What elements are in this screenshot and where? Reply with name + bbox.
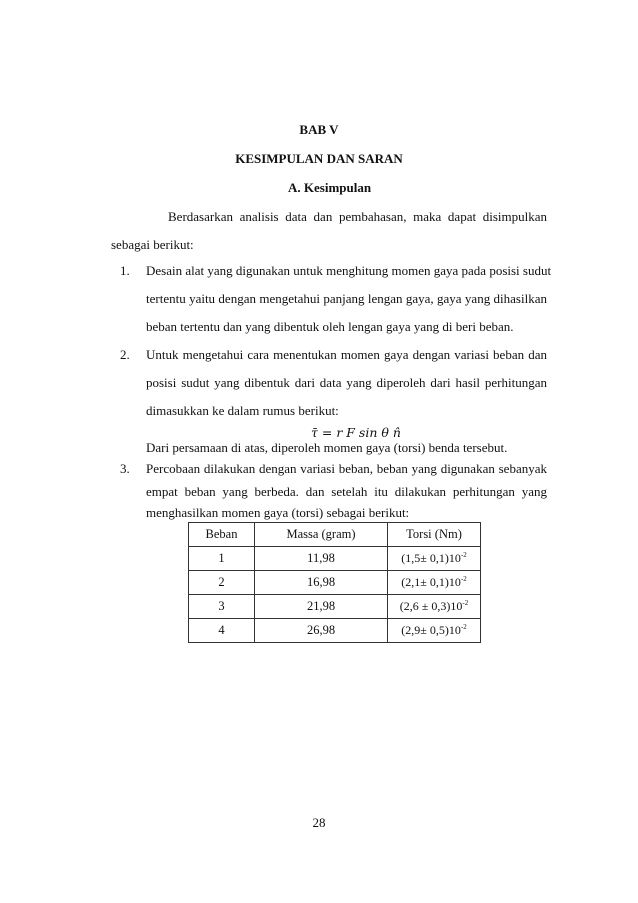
section-heading: A. Kesimpulan (288, 180, 372, 195)
item-2-line-3: dimasukkan ke dalam rumus berikut: (146, 403, 339, 418)
torque-formula: τ̄ = r F sin θ n̂ (311, 425, 401, 440)
table-row (189, 595, 481, 619)
intro-line-2: sebagai berikut: (111, 237, 194, 252)
list-number-3: 3. (120, 461, 130, 476)
cell-massa: 16,98 (255, 571, 388, 595)
cell-beban: 3 (189, 595, 255, 619)
chapter-title: KESIMPULAN DAN SARAN (235, 151, 403, 166)
cell-torsi: $(1,5\pm 0,1)10^{-2}$ (388, 547, 481, 571)
page-number: 28 (312, 815, 326, 830)
item-3-line-3: menghasilkan momen gaya (torsi) sebagai berikut: (146, 505, 410, 520)
item-1-line-1: Desain alat yang digunakan untuk menghitung momen gaya pada posisi sudut (146, 263, 552, 278)
table-row (189, 547, 481, 571)
table-header-row (189, 523, 481, 547)
list-number-2: 2. (120, 347, 130, 362)
list-number-1: 1. (120, 263, 130, 278)
cell-beban: 2 (189, 571, 255, 595)
table-row (189, 571, 481, 595)
item-3-line-2: empat beban yang berbeda. dan setelah itu dilakukan perhitungan yang (146, 484, 547, 499)
item-2-line-2: posisi sudut yang dibentuk dari data yang diperoleh dari hasil perhitungan (146, 375, 547, 390)
cell-massa: 26,98 (255, 619, 388, 643)
cell-torsi: $(2,1\pm 0,1)10^{-2}$ (388, 571, 481, 595)
torque-table (188, 522, 481, 643)
header-massa: Massa (gram) (255, 523, 388, 547)
cell-beban: 4 (189, 619, 255, 643)
cell-massa: 11,98 (255, 547, 388, 571)
table-row (189, 619, 481, 643)
intro-line-1: Berdasarkan analisis data dan pembahasan, maka dapat disimpulkan (168, 209, 547, 224)
cell-beban: 1 (189, 547, 255, 571)
item-2-line-1: Untuk mengetahui cara menentukan momen gaya dengan variasi beban dan (146, 347, 547, 362)
header-beban: Beban (189, 523, 255, 547)
header-torsi: Torsi (Nm) (388, 523, 481, 547)
item-3-line-1: Percobaan dilakukan dengan variasi beban, beban yang digunakan sebanyak (146, 461, 547, 476)
cell-torsi: $(2,6 \pm 0,3)10^{-2}$ (388, 595, 481, 619)
cell-torsi: $(2,9\pm 0,5)10^{-2}$ (388, 619, 481, 643)
chapter-heading: BAB V (299, 122, 339, 137)
item-1-line-2: tertentu yaitu dengan mengetahui panjang lengan gaya, gaya yang dihasilkan (146, 291, 547, 306)
cell-massa: 21,98 (255, 595, 388, 619)
item-1-line-3: beban tertentu dan yang dibentuk oleh lengan gaya yang di beri beban. (146, 319, 514, 334)
item-2-after: Dari persamaan di atas, diperoleh momen gaya (torsi) benda tersebut. (146, 440, 508, 455)
